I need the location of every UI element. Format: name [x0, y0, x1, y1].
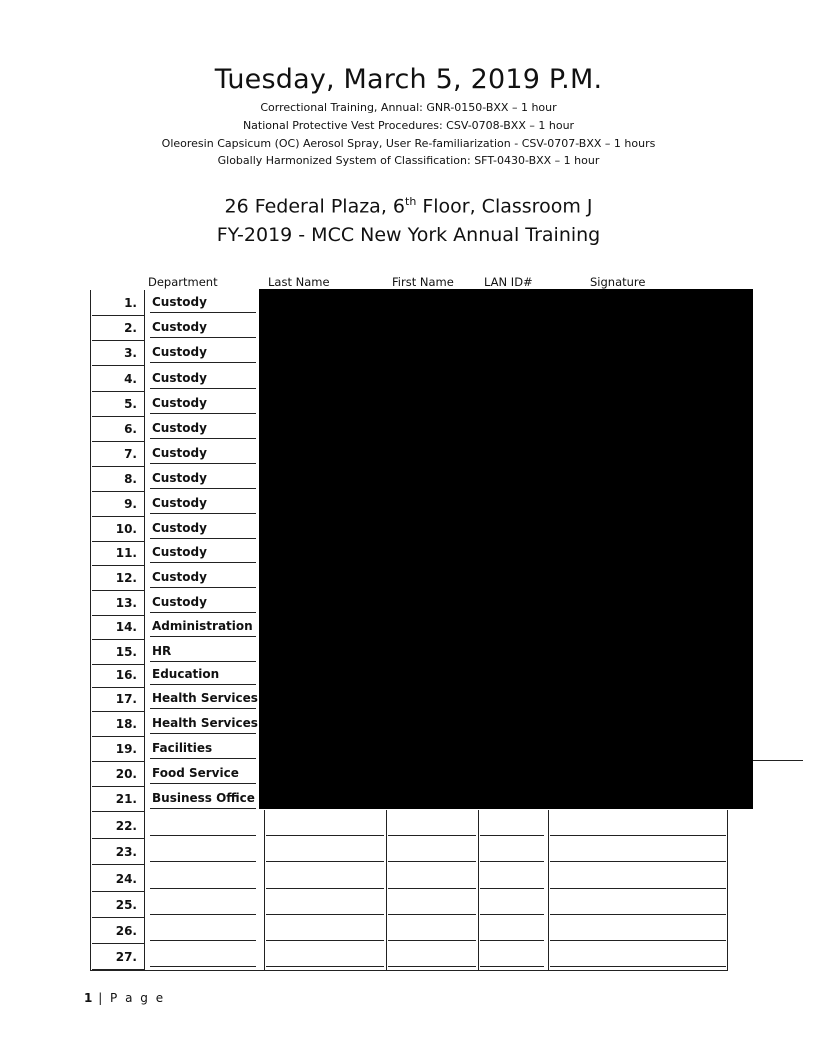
row-line — [92, 541, 144, 542]
row-line — [150, 940, 256, 941]
row-line — [388, 888, 476, 889]
row-line — [92, 786, 144, 787]
row-number: 3. — [124, 346, 137, 360]
row-line — [92, 391, 144, 392]
row-line — [480, 835, 544, 836]
row-number: 24. — [115, 872, 137, 886]
row-line — [266, 914, 384, 915]
row-number: 13. — [115, 596, 137, 610]
row-line — [150, 684, 256, 685]
row-line — [92, 811, 144, 812]
row-line — [92, 565, 144, 566]
column-header-first-name: First Name — [392, 275, 454, 289]
row-line — [550, 861, 726, 862]
redaction-block — [259, 289, 753, 809]
row-line — [150, 612, 256, 613]
row-line — [92, 664, 144, 665]
row-line — [92, 736, 144, 737]
page-label: | P a g e — [98, 991, 166, 1005]
row-department: Custody — [152, 320, 207, 334]
row-number: 17. — [115, 692, 137, 706]
row-line — [92, 491, 144, 492]
row-line — [92, 365, 144, 366]
row-department: Custody — [152, 396, 207, 410]
row-department: Facilities — [152, 741, 213, 755]
row-line — [150, 337, 256, 338]
row-line — [150, 463, 256, 464]
column-divider — [386, 810, 387, 970]
row-line — [92, 639, 144, 640]
row-line — [150, 413, 256, 414]
row-number: 4. — [124, 372, 137, 386]
row-line — [480, 888, 544, 889]
row-number: 10. — [115, 522, 137, 536]
row-number: 19. — [115, 742, 137, 756]
column-divider — [548, 810, 549, 970]
row-department: Food Service — [152, 766, 239, 780]
row-line — [92, 687, 144, 688]
row-line — [150, 808, 256, 809]
row-line — [550, 914, 726, 915]
row-line — [266, 835, 384, 836]
row-line — [150, 587, 256, 588]
row-department: Health Services — [152, 691, 258, 705]
row-number: 7. — [124, 447, 137, 461]
row-line — [150, 562, 256, 563]
row-line — [92, 590, 144, 591]
row-number: 14. — [115, 620, 137, 634]
row-department: Health Services — [152, 716, 258, 730]
page-title: Tuesday, March 5, 2019 P.M. — [214, 64, 603, 95]
row-department: Custody — [152, 595, 207, 609]
row-line — [150, 312, 256, 313]
row-line — [150, 636, 256, 637]
row-department: Administration — [152, 619, 253, 633]
row-line — [150, 661, 256, 662]
row-line — [150, 733, 256, 734]
event-line: FY-2019 - MCC New York Annual Training — [216, 224, 601, 246]
row-line — [480, 861, 544, 862]
row-line — [92, 416, 144, 417]
row-line — [150, 708, 256, 709]
row-number: 21. — [115, 792, 137, 806]
course-line-2: National Protective Vest Procedures: CSV-0708-BXX – 1 hour — [242, 119, 575, 132]
row-line — [92, 516, 144, 517]
row-number: 2. — [124, 321, 137, 335]
column-header-department: Department — [148, 275, 218, 289]
row-line — [92, 761, 144, 762]
row-number: 20. — [115, 767, 137, 781]
column-divider — [90, 290, 91, 970]
row-number: 6. — [124, 422, 137, 436]
row-line — [550, 940, 726, 941]
row-department: Custody — [152, 521, 207, 535]
stray-mark — [753, 760, 803, 761]
row-line — [150, 513, 256, 514]
row-line — [550, 966, 726, 967]
row-number: 16. — [115, 668, 137, 682]
course-line-3: Oleoresin Capsicum (OC) Aerosol Spray, User Re-familiarization - CSV-0707-BXX – 1 hours — [161, 137, 656, 150]
page-footer — [84, 991, 165, 1005]
row-line — [150, 538, 256, 539]
row-line — [150, 388, 256, 389]
row-line — [550, 888, 726, 889]
row-line — [550, 835, 726, 836]
row-line — [150, 861, 256, 862]
row-line — [266, 888, 384, 889]
location-text: 26 Federal Plaza, 6 — [224, 195, 405, 218]
row-number: 22. — [115, 819, 137, 833]
row-department: Custody — [152, 295, 207, 309]
row-number: 26. — [115, 924, 137, 938]
column-divider — [478, 810, 479, 970]
row-line — [92, 917, 144, 918]
row-line — [92, 315, 144, 316]
row-line — [150, 835, 256, 836]
row-number: 8. — [124, 472, 137, 486]
row-line — [266, 940, 384, 941]
row-department: HR — [152, 644, 172, 658]
row-line — [150, 758, 256, 759]
row-line — [266, 966, 384, 967]
row-line — [150, 888, 256, 889]
row-line — [92, 864, 144, 865]
row-number: 18. — [115, 717, 137, 731]
column-header-signature: Signature — [590, 275, 646, 289]
row-number: 9. — [124, 497, 137, 511]
row-department: Business Office — [152, 791, 255, 805]
row-line — [92, 466, 144, 467]
row-number: 23. — [115, 845, 137, 859]
row-line — [388, 835, 476, 836]
course-line-1: Correctional Training, Annual: GNR-0150-BXX – 1 hour — [260, 101, 557, 114]
location-line — [0, 195, 817, 217]
row-number: 11. — [115, 546, 137, 560]
row-line — [150, 488, 256, 489]
column-header-lan-id: LAN ID# — [484, 275, 533, 289]
row-line — [150, 914, 256, 915]
row-number: 27. — [115, 950, 137, 964]
row-line — [92, 891, 144, 892]
row-line — [150, 362, 256, 363]
row-department: Custody — [152, 570, 207, 584]
table-bottom-line — [90, 970, 728, 971]
row-line — [388, 914, 476, 915]
row-department: Custody — [152, 421, 207, 435]
column-divider — [264, 810, 265, 970]
row-line — [150, 783, 256, 784]
row-number: 12. — [115, 571, 137, 585]
column-header-last-name: Last Name — [268, 275, 330, 289]
row-department: Custody — [152, 371, 207, 385]
row-number: 1. — [124, 296, 137, 310]
course-line-4: Globally Harmonized System of Classification: SFT-0430-BXX – 1 hour — [217, 154, 600, 167]
row-department: Education — [152, 667, 220, 681]
row-line — [92, 615, 144, 616]
column-divider — [727, 810, 728, 970]
row-line — [480, 940, 544, 941]
row-line — [480, 966, 544, 967]
row-number: 15. — [115, 645, 137, 659]
location-sup: th — [405, 195, 417, 208]
row-number: 25. — [115, 898, 137, 912]
row-line — [92, 838, 144, 839]
row-line — [92, 711, 144, 712]
location-rest: Floor, Classroom J — [416, 195, 593, 218]
row-number: 5. — [124, 397, 137, 411]
row-line — [388, 966, 476, 967]
row-department: Custody — [152, 496, 207, 510]
row-line — [92, 943, 144, 944]
row-department: Custody — [152, 471, 207, 485]
row-line — [480, 914, 544, 915]
row-line — [150, 966, 256, 967]
row-department: Custody — [152, 446, 207, 460]
row-line — [92, 441, 144, 442]
row-line — [388, 861, 476, 862]
row-line — [388, 940, 476, 941]
page-number: 1 — [84, 991, 93, 1005]
row-line — [266, 861, 384, 862]
row-department: Custody — [152, 345, 207, 359]
row-department: Custody — [152, 545, 207, 559]
row-line — [92, 340, 144, 341]
row-line — [150, 438, 256, 439]
column-divider — [144, 290, 145, 970]
